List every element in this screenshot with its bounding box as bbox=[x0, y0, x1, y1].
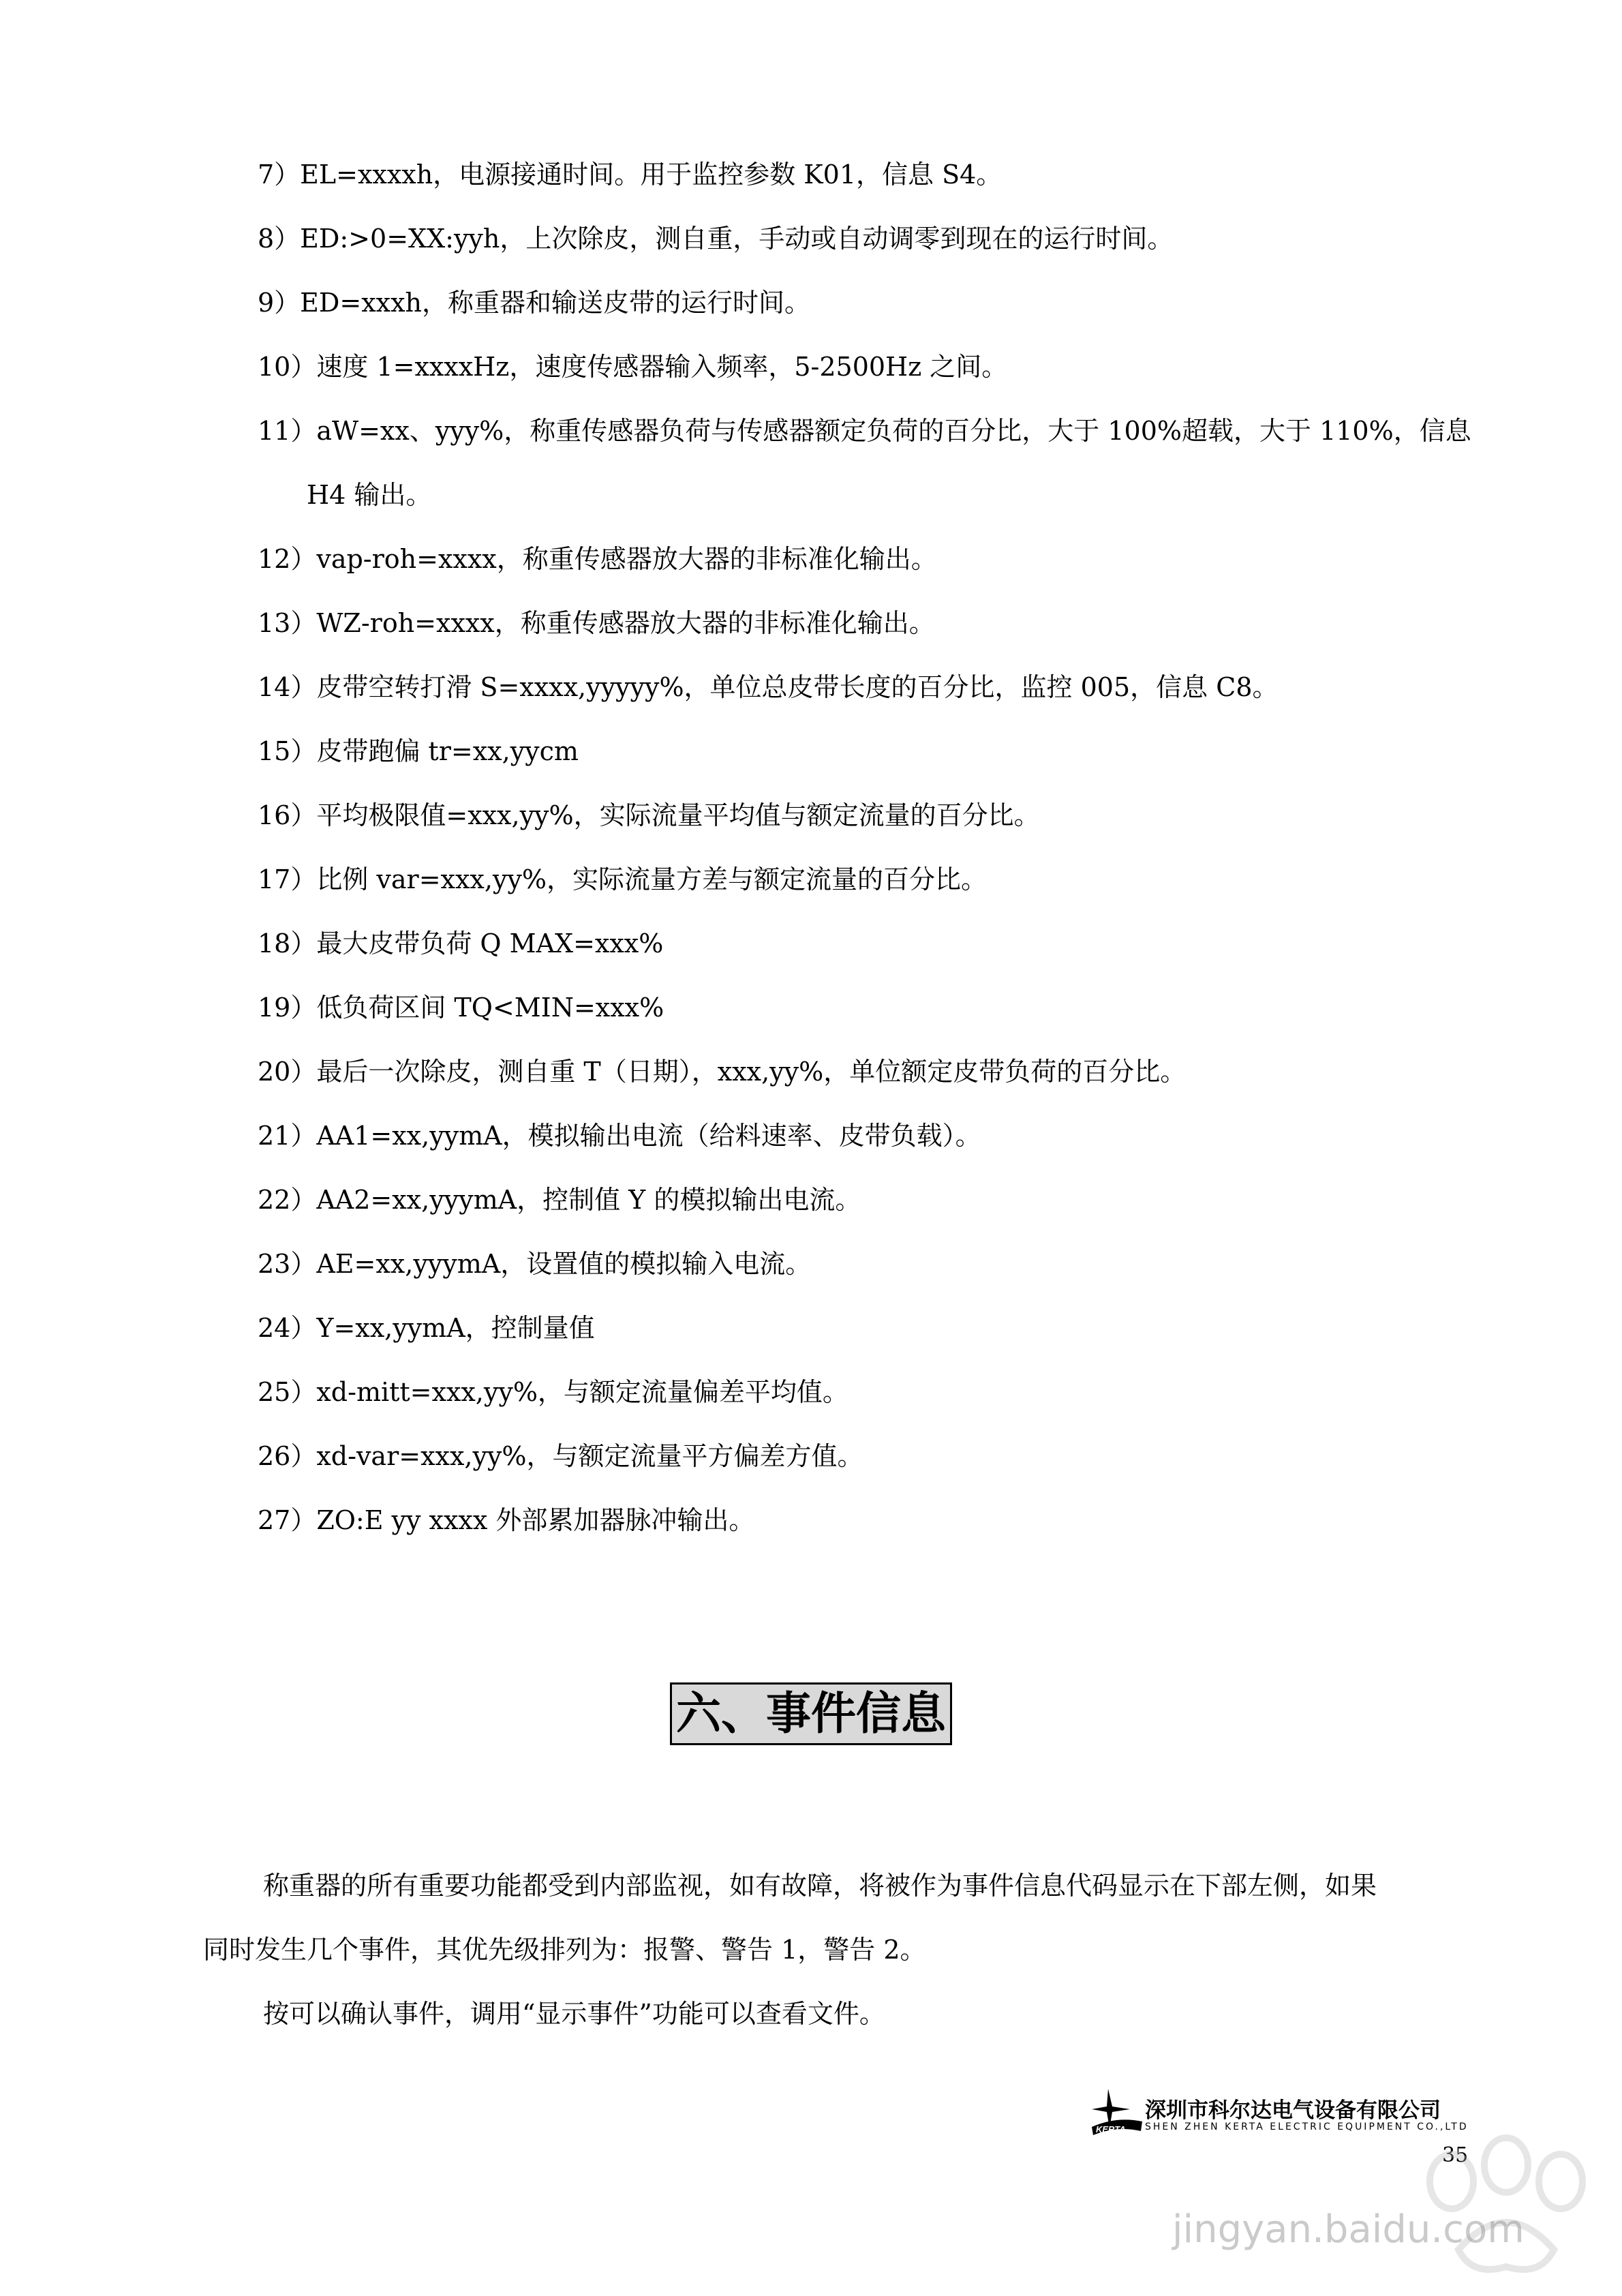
item-text: 19）低负荷区间 TQ<MIN=xxx% bbox=[258, 993, 664, 1023]
list-item bbox=[258, 158, 1505, 191]
list-item bbox=[258, 991, 1505, 1024]
item-text: 26）xd-var=xxx,yy%，与额定流量平方偏差方值。 bbox=[258, 1441, 863, 1471]
item-continuation: H4 输出。 bbox=[307, 480, 432, 510]
item-text: 9）ED=xxxh，称重器和输送皮带的运行时间。 bbox=[258, 288, 810, 318]
list-item bbox=[258, 671, 1505, 704]
list-item bbox=[258, 1119, 1505, 1152]
list-item bbox=[258, 799, 1505, 832]
paragraph-line: 同时发生几个事件，其优先级排列为：报警、警告 1，警告 2。 bbox=[203, 1935, 926, 1965]
body-paragraph: 按可以确认事件，调用“显示事件”功能可以查看文件。 bbox=[263, 1999, 885, 2029]
item-text: 23）AE=xx,yyymA，设置值的模拟输入电流。 bbox=[258, 1249, 812, 1279]
svg-text:KERTA: KERTA bbox=[1096, 2124, 1126, 2134]
list-item bbox=[258, 1312, 1505, 1344]
item-text: 11）aW=xx、yyy%，称重传感器负荷与传感器额定负荷的百分比，大于 100%超载，大于 110%，信息 bbox=[258, 416, 1471, 446]
item-text: 27）ZO:E yy xxxx 外部累加器脉冲输出。 bbox=[258, 1505, 755, 1535]
item-text: 24）Y=xx,yymA，控制量值 bbox=[258, 1313, 595, 1343]
company-name: 深圳市科尔达电气设备有限公司 bbox=[1145, 2098, 1441, 2123]
item-text: 8）ED:>0=XX:yyh，上次除皮，测自重，手动或自动调零到现在的运行时间。 bbox=[258, 224, 1174, 254]
body-paragraph bbox=[203, 1869, 1491, 1966]
list-item bbox=[258, 1055, 1505, 1088]
item-text: 18）最大皮带负荷 Q MAX=xxx% bbox=[258, 928, 664, 958]
list-item bbox=[258, 1440, 1505, 1472]
list-item bbox=[258, 927, 1505, 960]
item-text: 12）vap-roh=xxxx，称重传感器放大器的非标准化输出。 bbox=[258, 544, 937, 574]
company-logo-icon bbox=[1089, 2086, 1144, 2139]
item-text: 10）速度 1=xxxxHz，速度传感器输入频率，5-2500Hz 之间。 bbox=[258, 352, 1008, 382]
item-text: 17）比例 var=xxx,yy%，实际流量方差与额定流量的百分比。 bbox=[258, 864, 987, 894]
company-name-english: SHEN ZHEN KERTA ELECTRIC EQUIPMENT CO.,LTD bbox=[1145, 2121, 1469, 2132]
paragraph-line: 称重器的所有重要功能都受到内部监视，如有故障，将被作为事件信息代码显示在下部左侧，如果 bbox=[263, 1871, 1377, 1901]
list-item bbox=[258, 1376, 1505, 1408]
item-text: 20）最后一次除皮，测自重 T（日期），xxx,yy%，单位额定皮带负荷的百分比。 bbox=[258, 1057, 1187, 1087]
list-item bbox=[258, 543, 1505, 575]
watermark-text: jingyan.baidu.com bbox=[1172, 2207, 1525, 2252]
list-item bbox=[258, 414, 1505, 511]
list-item bbox=[258, 286, 1505, 319]
item-text: 7）EL=xxxxh，电源接通时间。用于监控参数 K01，信息 S4。 bbox=[258, 160, 1003, 190]
item-text: 15）皮带跑偏 tr=xx,yycm bbox=[258, 736, 579, 766]
list-item bbox=[258, 863, 1505, 896]
item-text: 22）AA2=xx,yyymA，控制值 Y 的模拟输出电流。 bbox=[258, 1185, 861, 1215]
section-heading-wrap bbox=[0, 1682, 1622, 1745]
section-heading: 六、事件信息 bbox=[670, 1682, 952, 1745]
list-item bbox=[258, 350, 1505, 383]
list-item bbox=[258, 735, 1505, 768]
list-item bbox=[258, 607, 1505, 639]
parameter-list bbox=[258, 158, 1505, 1568]
list-item bbox=[258, 1504, 1505, 1537]
list-item bbox=[258, 1248, 1505, 1280]
item-text: 13）WZ-roh=xxxx，称重传感器放大器的非标准化输出。 bbox=[258, 608, 935, 638]
list-item bbox=[258, 1183, 1505, 1216]
page-number: 35 bbox=[1442, 2143, 1469, 2167]
item-text: 16）平均极限值=xxx,yy%，实际流量平均值与额定流量的百分比。 bbox=[258, 800, 1040, 830]
item-text: 21）AA1=xx,yymA，模拟输出电流（给料速率、皮带负载）。 bbox=[258, 1121, 981, 1151]
list-item bbox=[258, 222, 1505, 255]
item-text: 25）xd-mitt=xxx,yy%，与额定流量偏差平均值。 bbox=[258, 1377, 848, 1407]
item-text: 14）皮带空转打滑 S=xxxx,yyyyy%，单位总皮带长度的百分比，监控 005，信息 C8。 bbox=[258, 672, 1279, 702]
